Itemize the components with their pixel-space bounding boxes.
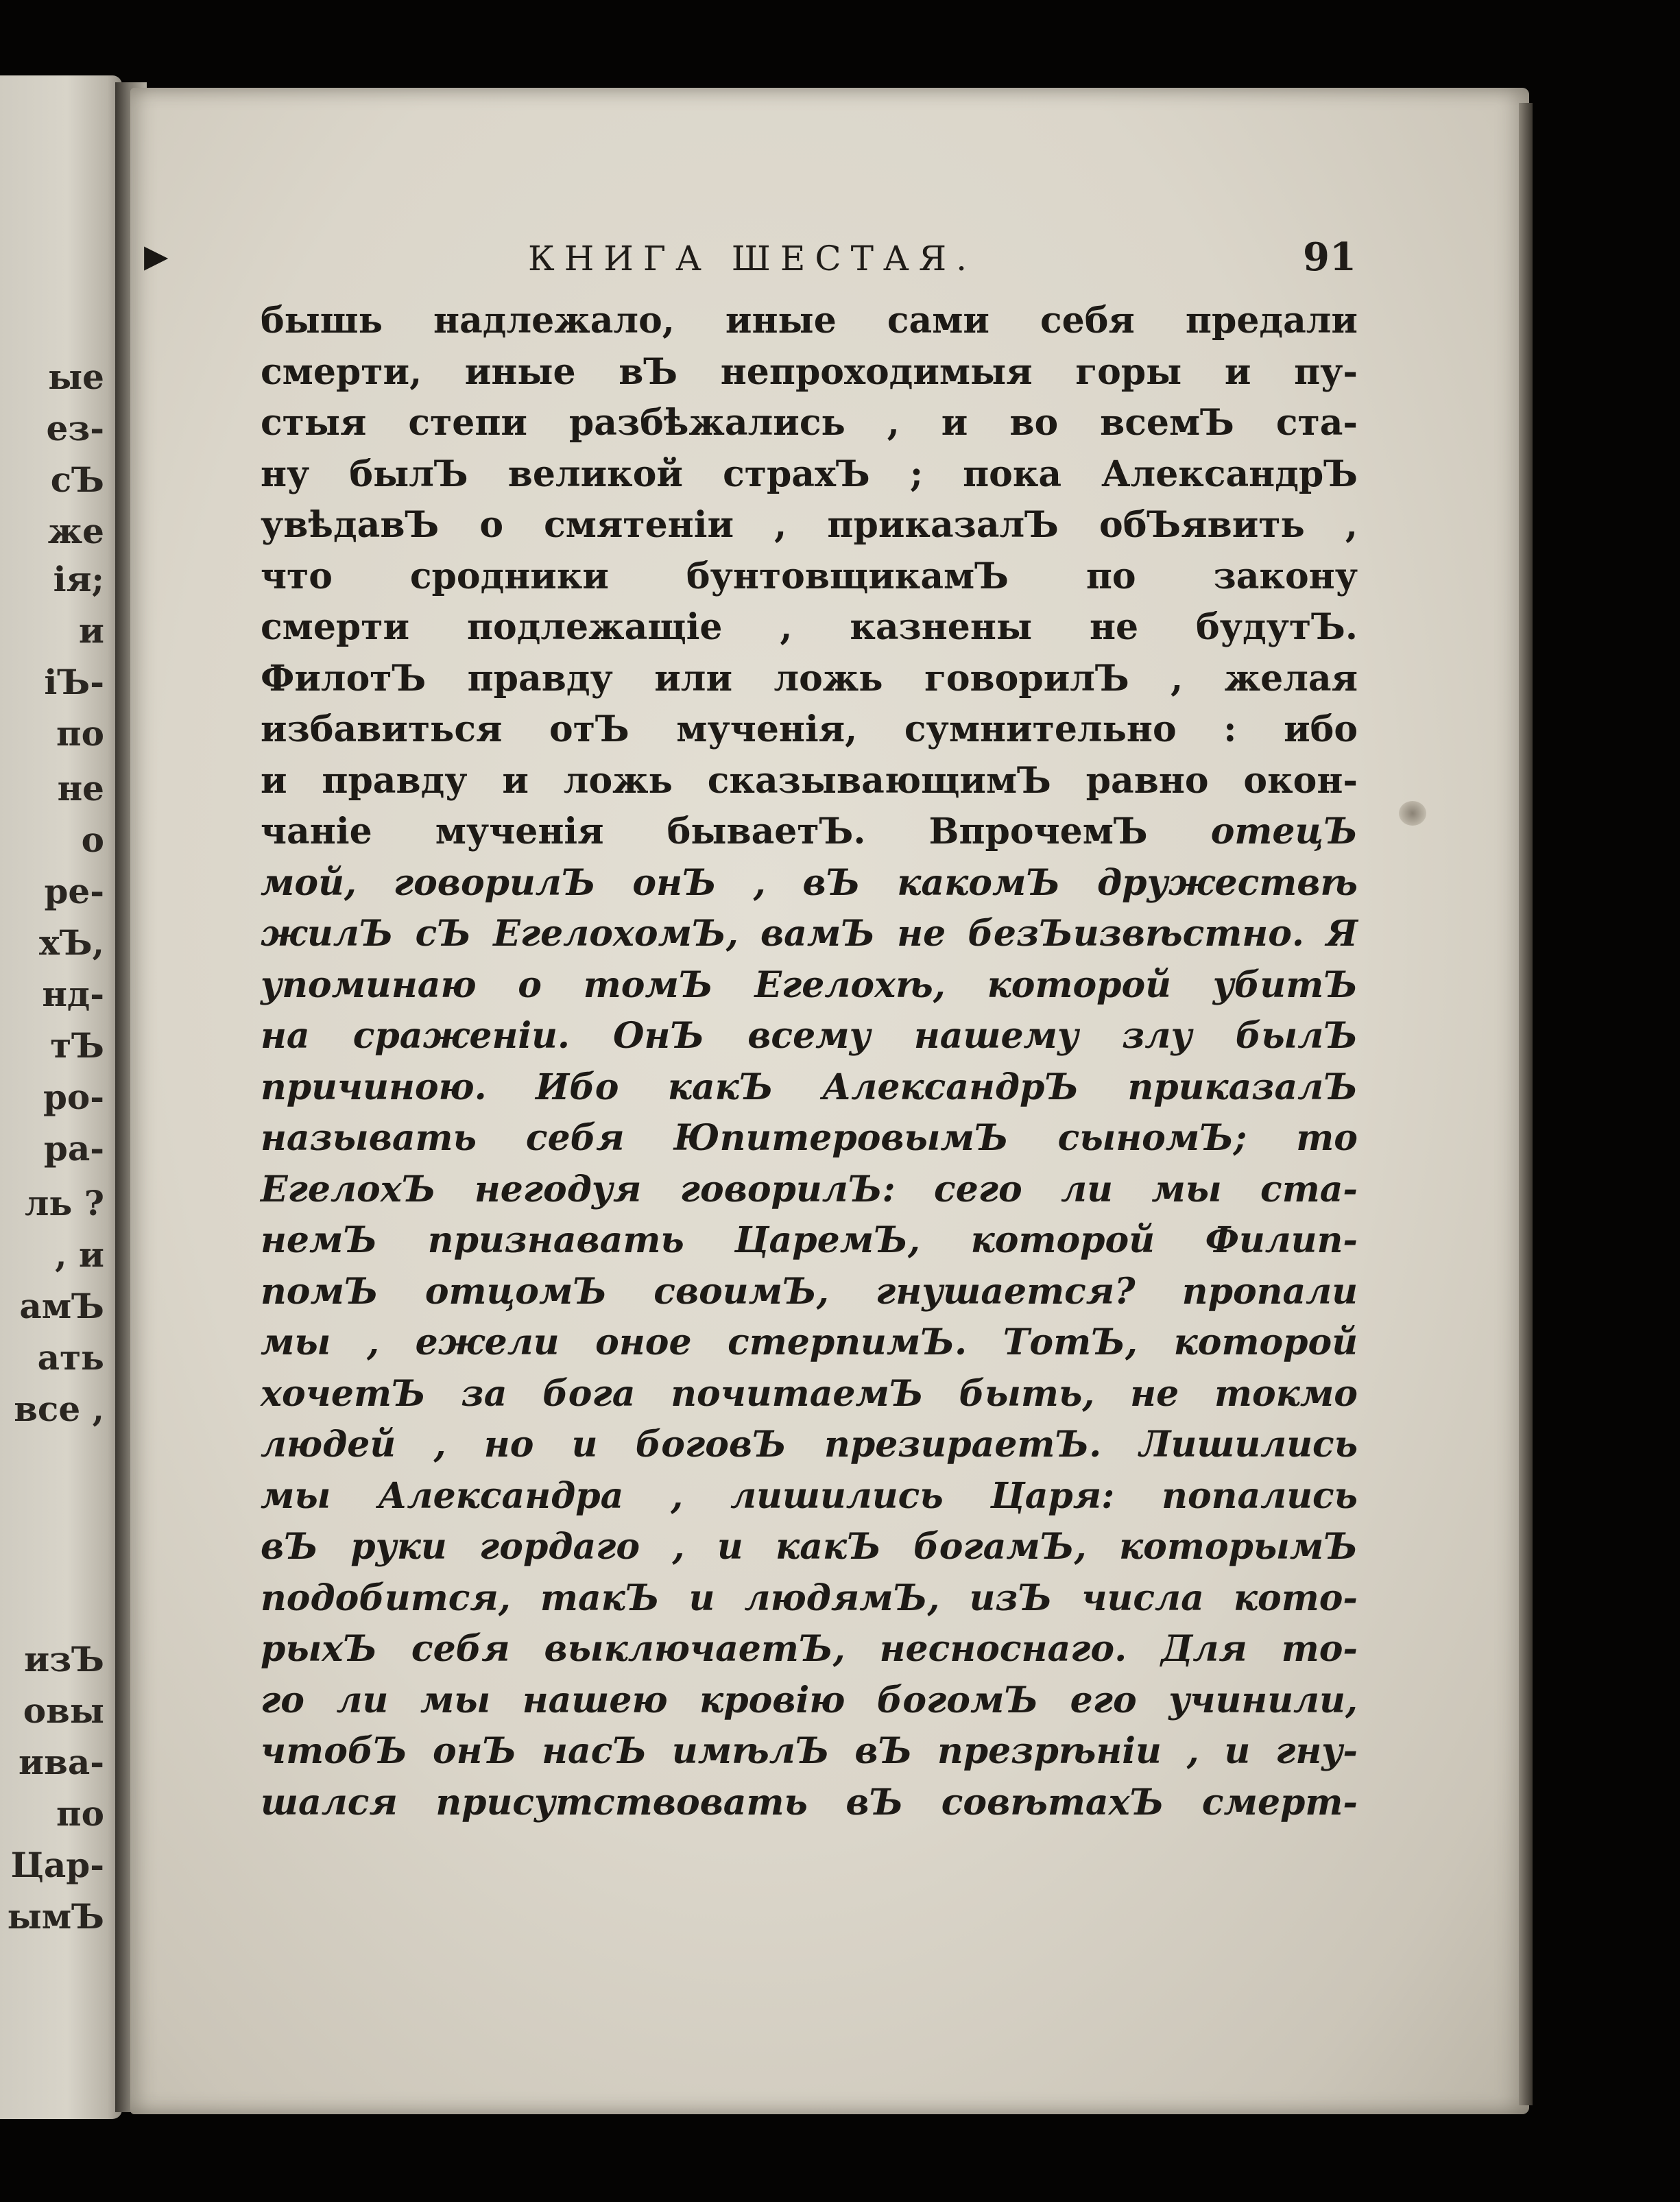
text-line [261,551,1358,603]
previous-page-fragment: изЪ [24,1639,104,1679]
text-line-content: мы , ежели оное стерпимЪ. ТотЪ, которой [261,1321,1358,1363]
text-line [261,959,1358,1012]
page-number: 91 [1303,235,1356,280]
text-line [261,653,1358,705]
text-line-content: вЪ руки гордаго , и какЪ богамЪ, которымЪ [261,1526,1358,1568]
text-line [261,1725,1358,1778]
text-line-content: хочетЪ за бога почитаемЪ быть, не токмо [261,1373,1358,1415]
text-line [261,1521,1358,1573]
previous-page-fragment: нд- [42,974,104,1014]
text-line [261,1214,1358,1267]
previous-page-fragment: не [57,768,104,809]
previous-page-fragment: тЪ [50,1025,104,1066]
text-line-content: ЕгелохЪ негодуя говорилЪ: сего ли мы ста- [261,1169,1358,1210]
text-line-content: шался присутствовать вЪ совѣтахЪ смерт- [261,1782,1358,1823]
text-line-content: называть себя ЮпитеровымЪ сыномЪ; то [261,1117,1358,1159]
previous-page-fragment: все , [14,1389,104,1429]
previous-page-fragment: ива- [19,1742,104,1782]
previous-page-fragment: сЪ [50,459,104,500]
text-line [261,448,1358,501]
text-line [261,908,1358,960]
text-line-content: что сродники бунтовщикамЪ по закону [261,555,1358,597]
previous-page-fragment: ре- [44,871,104,911]
text-line [261,1010,1358,1062]
previous-page-fragment: по [56,1793,104,1834]
previous-page-fragment: же [47,511,104,551]
text-line-content: упоминаю о томЪ Егелохѣ, которой убитЪ [261,964,1358,1006]
page-edge [1519,103,1533,2105]
text-line [261,1470,1358,1522]
previous-page-fragment: ро- [43,1077,104,1117]
text-line-content: чаніе мученія бываетЪ. ВпрочемЪ [261,811,1148,852]
previous-page-fragment: хЪ, [38,922,104,963]
previous-page-fragment: ія; [53,559,104,599]
text-line-content: ну былЪ великой страхЪ ; пока АлександрЪ [261,453,1358,495]
text-line-content: и правду и ложь сказывающимЪ равно окон- [261,760,1358,802]
text-line [261,1368,1358,1420]
text-line-content: го ли мы нашею кровію богомЪ его учинили, [261,1679,1358,1721]
text-line-content: бышь надлежало, иные сами себя предали [261,300,1358,342]
text-line-content: мой, говорилЪ онЪ , вЪ какомЪ дружествѣ [261,862,1358,904]
margin-mark-icon: ▶ [144,237,169,274]
text-line [261,1777,1358,1829]
previous-page-fragment: ымЪ [7,1896,104,1937]
previous-page-fragment: ль ? [25,1183,104,1223]
text-line-content: рыхЪ себя выключаетЪ, несноснаго. Для то- [261,1628,1358,1670]
previous-page-fragment: Цар- [10,1845,104,1885]
text-line [261,857,1358,909]
text-line-content: смерти подлежащіе , казнены не будутЪ. [261,606,1358,648]
text-line-content: чтобЪ онЪ насЪ имѣлЪ вЪ презрѣніи , и гну- [261,1730,1358,1772]
previous-page-fragment: и [78,610,104,651]
text-line [261,1062,1358,1114]
previous-page-fragment: амЪ [19,1286,104,1326]
previous-page [0,75,122,2119]
text-line [261,755,1358,807]
text-line-content: помЪ отцомЪ своимЪ, гнушается? пропали [261,1271,1358,1313]
text-line [261,397,1358,449]
text-line [261,1675,1358,1727]
text-line-content: подобится, такЪ и людямЪ, изЪ числа кото- [261,1577,1358,1619]
previous-page-fragment: ез- [46,408,104,448]
previous-page-fragment: , и [55,1234,104,1275]
text-line [261,499,1358,551]
text-line-content: ФилотЪ правду или ложь говорилЪ , желая [261,658,1358,699]
previous-page-fragment: ать [37,1337,104,1378]
text-line [261,1623,1358,1675]
text-line-content: людей , но и боговЪ презираетЪ. Лишились [261,1424,1358,1465]
text-line [261,601,1358,654]
previous-page-fragment: ра- [43,1128,104,1169]
text-line-content: мы Александра , лишились Царя: попались [261,1475,1358,1517]
text-line [261,806,1358,858]
text-line [261,346,1358,398]
paper-stain [1399,801,1426,826]
text-line-content: немЪ признавать ЦаремЪ, которой Филип- [261,1219,1358,1261]
text-line [261,704,1358,756]
text-line [261,1317,1358,1369]
text-line [261,1112,1358,1164]
text-line-content: причиною. Ибо какЪ АлександрЪ приказалЪ [261,1066,1358,1108]
text-line-content: жилЪ сЪ ЕгелохомЪ, вамЪ не безЪизвѣстно. Я [261,913,1358,955]
text-line-italic-tail: отецЪ [1147,811,1358,852]
text-line-content: увѣдавЪ о смятеніи , приказалЪ обЪявить , [261,504,1358,546]
previous-page-fragment: ые [48,357,104,397]
text-line [261,1164,1358,1216]
text-line [261,1419,1358,1471]
previous-page-fragment: овы [23,1690,104,1731]
previous-page-fragment: по [56,713,104,754]
running-head: КНИГА ШЕСТАЯ. [528,239,977,278]
previous-page-fragment: о [81,819,104,860]
text-line-content: смерти, иные вЪ непроходимыя горы и пу- [261,351,1358,393]
text-line [261,295,1358,347]
previous-page-fragment: іЪ- [44,662,104,702]
text-line [261,1266,1358,1318]
text-line-content: избавиться отЪ мученія, сумнительно : ибо [261,708,1358,750]
text-line-content: стыя степи разбѣжались , и во всемЪ ста- [261,402,1358,444]
text-line-content: на сраженіи. ОнЪ всему нашему злу былЪ [261,1015,1358,1057]
text-line [261,1572,1358,1625]
previous-page-text [0,75,122,2119]
